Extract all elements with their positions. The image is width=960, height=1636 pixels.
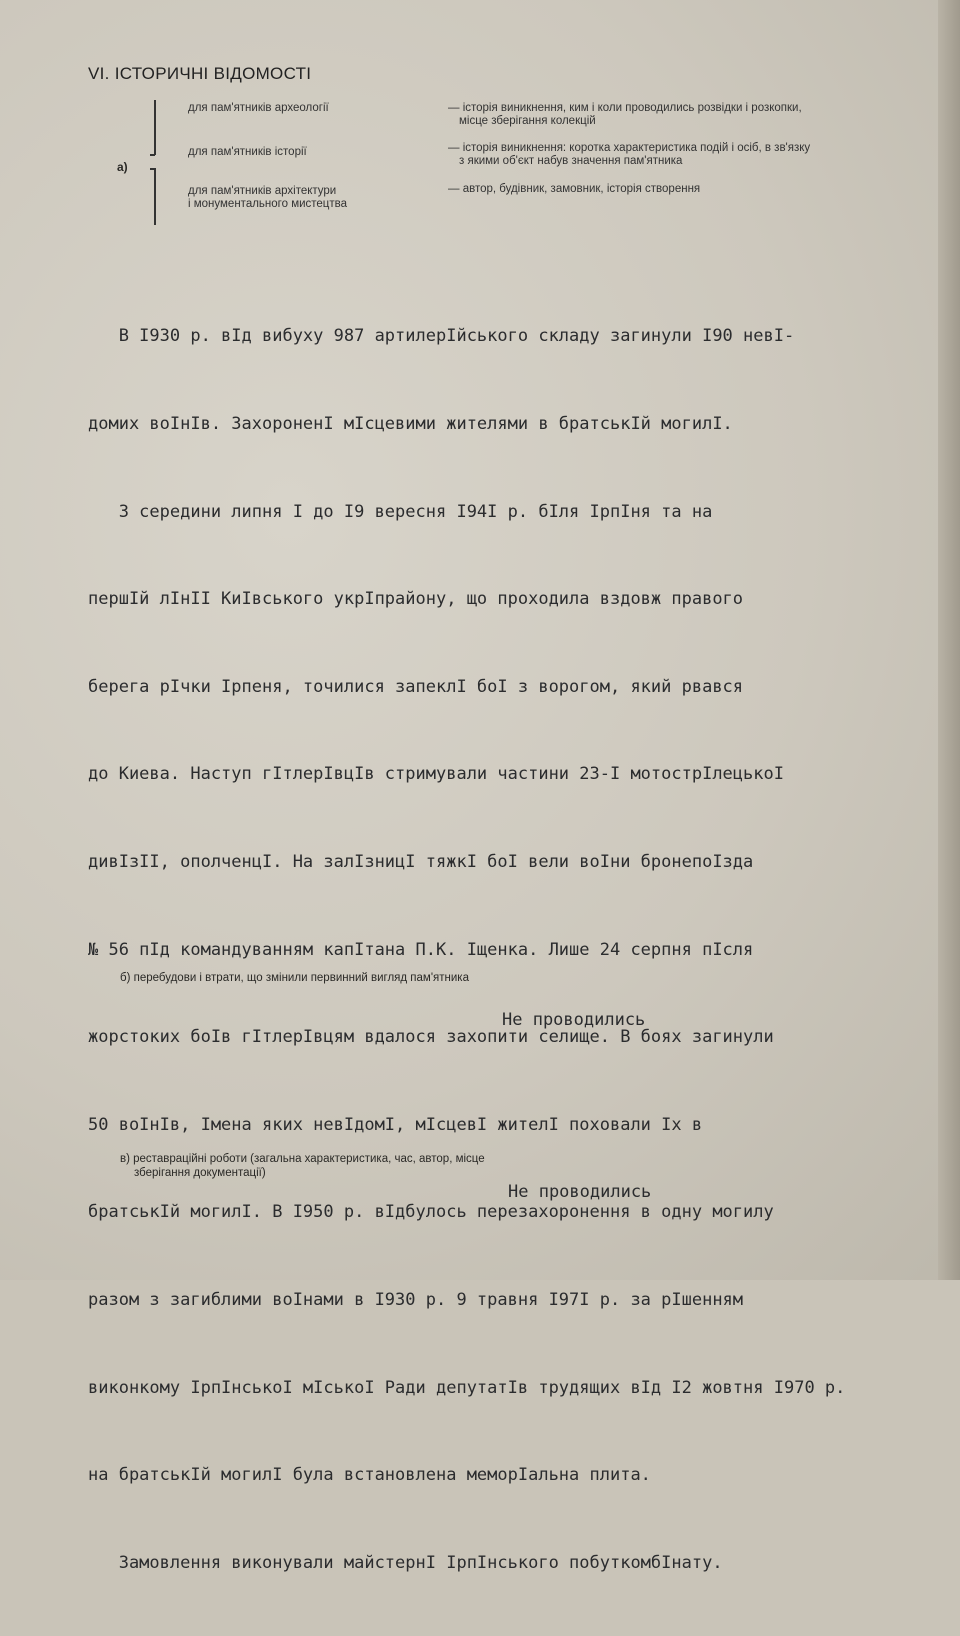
description-line: — історія виникнення, ким і коли проводились розвідки і розкопки,	[448, 102, 802, 114]
body-line: З середини липня I до I9 вересня I94I р. бІля ІрпІня та на	[88, 501, 713, 522]
brace-icon	[150, 100, 160, 225]
category-line: для пам'ятників історії	[188, 146, 307, 158]
section-a-label: а)	[117, 160, 128, 174]
body-line: Замовлення виконували майстернІ ІрпІнського побуткомбІнату.	[88, 1552, 723, 1573]
description-archaeology	[448, 102, 802, 128]
section-b-label: б) перебудови і втрати, що змінили первинний вигляд пам'ятника	[120, 972, 469, 984]
body-line: до Киева. Наступ гІтлерІвцІв стримували частини 23-І мотострІлецькоІ	[88, 764, 784, 785]
body-line: дивІзІІ, ополченцІ. На залІзницІ тяжкІ боІ вели воІни бронепоІзда	[88, 851, 754, 872]
body-line: братськІй могилІ. В I950 р. вІдбулось перезахоронення в одну могилу	[88, 1202, 774, 1223]
section-v-label-line: в) реставраційні роботи (загальна характеристика, час, автор, місце	[120, 1153, 485, 1165]
section-v-label	[120, 1152, 485, 1180]
typed-body-text	[88, 264, 845, 1636]
category-line: і монументального мистецтва	[188, 198, 348, 210]
section-b-answer: Не проводились	[502, 1010, 646, 1030]
body-line: жорстоких боІв гІтлерІвцям вдалося захопити селище. В боях загинули	[88, 1027, 774, 1048]
section-v-label-line: зберігання документації)	[134, 1167, 266, 1179]
description-history	[448, 142, 810, 168]
description-line: — автор, будівник, замовник, історія створення	[448, 183, 701, 195]
body-line: 50 воІнІв, Імена яких невІдомІ, мІсцевІ жителІ поховали Іх в	[88, 1114, 703, 1135]
category-line: для пам'ятників археології	[188, 102, 329, 114]
body-line: берега рІчки Ірпеня, точилися запеклІ боІ з ворогом, який рвався	[88, 676, 744, 697]
body-line: першІй лІнІІ КиІвського укрІпрайону, що проходила вздовж правого	[88, 589, 744, 610]
section-title: VI. ІСТОРИЧНІ ВІДОМОСТІ	[88, 64, 312, 83]
body-line: № 56 пІд командуванням капІтана П.К. Іщенка. Лише 24 серпня пІсля	[88, 939, 754, 960]
page-edge-shadow	[938, 0, 960, 1280]
body-line: разом з загиблими воІнами в I930 р. 9 травня I97I р. за рІшенням	[88, 1289, 744, 1310]
category-architecture	[188, 185, 347, 211]
body-line: на братськІй могилІ була встановлена меморІальна плита.	[88, 1465, 651, 1486]
category-line: для пам'ятників архітектури	[188, 185, 337, 197]
body-line: домих воІнІв. ЗахороненІ мІсцевими жителями в братськІй могилІ.	[88, 414, 733, 434]
category-history	[188, 146, 307, 159]
description-line: місце зберігання колекцій	[459, 115, 596, 127]
section-v-answer: Не проводились	[508, 1182, 652, 1202]
body-line: В I930 р. вІд вибуху 987 артилерІйського складу загинули I90 невІ-	[88, 326, 795, 347]
category-archaeology	[188, 102, 329, 115]
description-line: — історія виникнення: коротка характеристика подій і осіб, в зв'язку	[448, 142, 811, 154]
body-line: виконкому ІрпІнськоІ мІськоІ Ради депутатІв трудящих вІд I2 жовтня I970 р.	[88, 1377, 846, 1398]
description-line: з якими об'єкт набув значення пам'ятника	[459, 155, 683, 167]
description-architecture	[448, 183, 700, 196]
